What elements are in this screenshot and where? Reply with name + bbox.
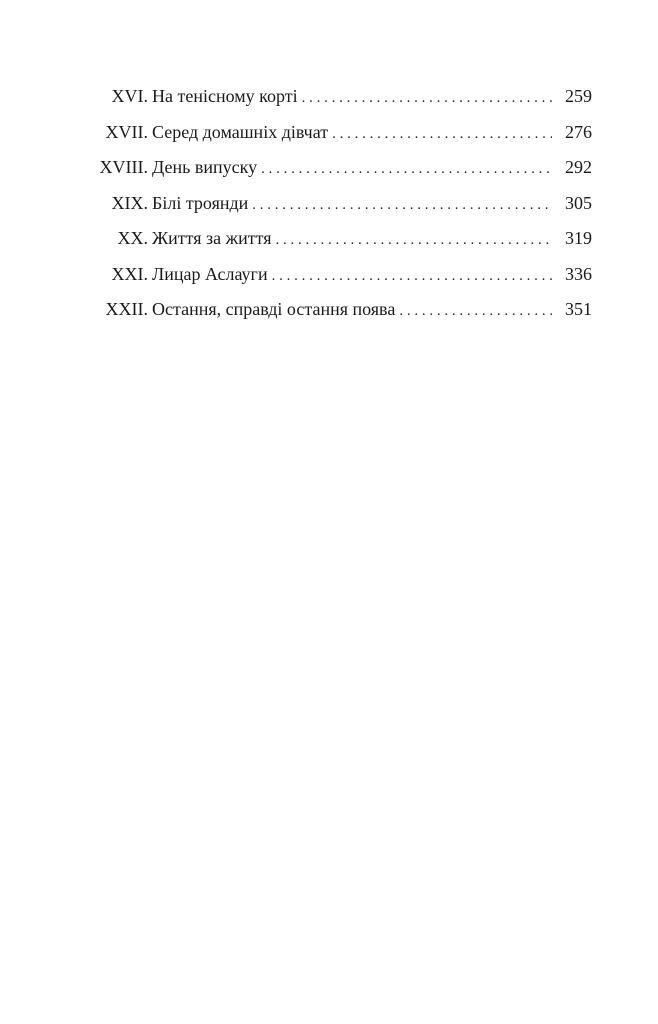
toc-entry [96, 84, 592, 120]
chapter-title: Життя за життя [152, 228, 272, 248]
page-number: 276 [565, 121, 592, 142]
chapter-number: XXI. [111, 263, 148, 284]
dot-leader [332, 122, 552, 146]
chapter-title: День випуску [152, 157, 258, 177]
toc-entry [96, 120, 592, 156]
chapter-title: Остання, справді остання поява [152, 299, 396, 319]
page-number: 319 [565, 228, 592, 248]
chapter-number: XVIII. [99, 157, 148, 177]
toc-entry [96, 297, 592, 333]
toc-entry [96, 226, 592, 262]
page-number: 292 [565, 157, 592, 177]
dot-leader [302, 86, 552, 110]
table-of-contents [96, 84, 592, 333]
chapter-number: XIX. [111, 192, 148, 213]
chapter-title: Білі троянди [152, 192, 249, 213]
dot-leader [261, 157, 552, 181]
dot-leader [275, 228, 552, 252]
page-number: 351 [565, 299, 592, 319]
chapter-number: XVI. [111, 86, 148, 106]
chapter-title: На тенісному корті [152, 86, 298, 106]
toc-entry [96, 155, 592, 191]
toc-entry [96, 191, 592, 227]
chapter-number: XX. [117, 228, 148, 248]
page-number: 336 [565, 263, 592, 284]
toc-entry [96, 262, 592, 298]
chapter-title: Серед домашніх дівчат [152, 121, 329, 142]
dot-leader [399, 299, 552, 323]
dot-leader [252, 193, 552, 217]
chapter-number: XXII. [105, 299, 148, 319]
chapter-number: XVII. [105, 121, 148, 142]
dot-leader [272, 264, 552, 288]
page-number: 259 [565, 86, 592, 106]
chapter-title: Лицар Аслауги [152, 263, 268, 284]
page-number: 305 [565, 192, 592, 213]
